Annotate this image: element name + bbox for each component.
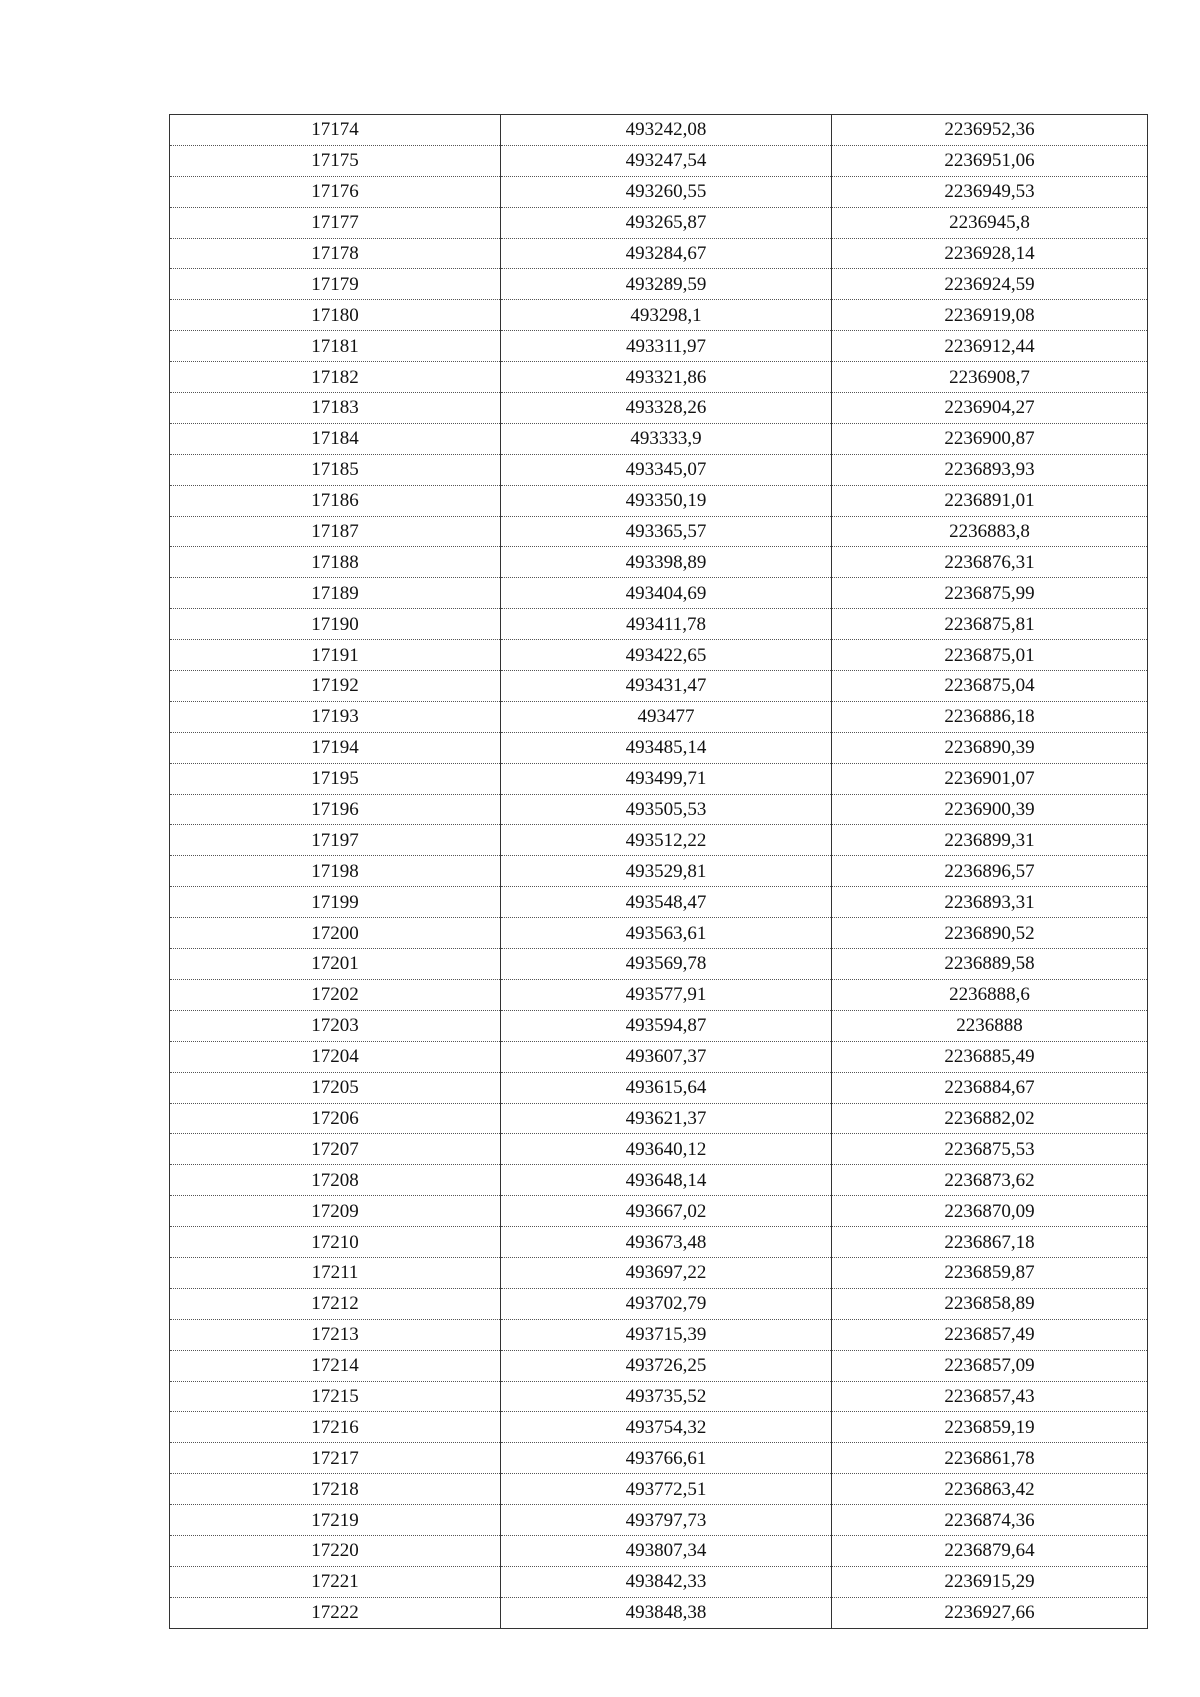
x-coordinate-cell: 493404,69 [501, 578, 832, 609]
y-coordinate-cell: 2236888 [832, 1010, 1148, 1041]
x-coordinate-cell: 493772,51 [501, 1474, 832, 1505]
point-number-cell: 17196 [170, 794, 501, 825]
table-row [170, 1381, 1148, 1412]
y-coordinate-cell: 2236890,52 [832, 918, 1148, 949]
point-number-cell: 17193 [170, 701, 501, 732]
point-number-cell: 17207 [170, 1134, 501, 1165]
point-number-cell: 17209 [170, 1196, 501, 1227]
point-number-cell: 17204 [170, 1041, 501, 1072]
table-row [170, 145, 1148, 176]
y-coordinate-cell: 2236899,31 [832, 825, 1148, 856]
table-row [170, 485, 1148, 516]
x-coordinate-cell: 493569,78 [501, 949, 832, 980]
point-number-cell: 17175 [170, 145, 501, 176]
x-coordinate-cell: 493477 [501, 701, 832, 732]
x-coordinate-cell: 493242,08 [501, 115, 832, 146]
coordinates-table [169, 114, 1148, 1629]
x-coordinate-cell: 493848,38 [501, 1597, 832, 1628]
x-coordinate-cell: 493548,47 [501, 887, 832, 918]
y-coordinate-cell: 2236873,62 [832, 1165, 1148, 1196]
x-coordinate-cell: 493265,87 [501, 207, 832, 238]
point-number-cell: 17216 [170, 1412, 501, 1443]
y-coordinate-cell: 2236890,39 [832, 732, 1148, 763]
y-coordinate-cell: 2236876,31 [832, 547, 1148, 578]
x-coordinate-cell: 493735,52 [501, 1381, 832, 1412]
x-coordinate-cell: 493422,65 [501, 640, 832, 671]
table-row [170, 547, 1148, 578]
table-row [170, 115, 1148, 146]
x-coordinate-cell: 493697,22 [501, 1257, 832, 1288]
table-row [170, 671, 1148, 702]
point-number-cell: 17220 [170, 1535, 501, 1566]
y-coordinate-cell: 2236875,04 [832, 671, 1148, 702]
table-row [170, 1165, 1148, 1196]
table-row [170, 238, 1148, 269]
point-number-cell: 17203 [170, 1010, 501, 1041]
point-number-cell: 17217 [170, 1443, 501, 1474]
x-coordinate-cell: 493345,07 [501, 454, 832, 485]
y-coordinate-cell: 2236900,39 [832, 794, 1148, 825]
y-coordinate-cell: 2236867,18 [832, 1227, 1148, 1258]
table-row [170, 1535, 1148, 1566]
table-row [170, 423, 1148, 454]
y-coordinate-cell: 2236875,99 [832, 578, 1148, 609]
point-number-cell: 17188 [170, 547, 501, 578]
x-coordinate-cell: 493673,48 [501, 1227, 832, 1258]
point-number-cell: 17182 [170, 362, 501, 393]
point-number-cell: 17177 [170, 207, 501, 238]
x-coordinate-cell: 493577,91 [501, 979, 832, 1010]
point-number-cell: 17186 [170, 485, 501, 516]
table-row [170, 949, 1148, 980]
point-number-cell: 17180 [170, 300, 501, 331]
y-coordinate-cell: 2236896,57 [832, 856, 1148, 887]
point-number-cell: 17192 [170, 671, 501, 702]
y-coordinate-cell: 2236889,58 [832, 949, 1148, 980]
point-number-cell: 17212 [170, 1288, 501, 1319]
y-coordinate-cell: 2236919,08 [832, 300, 1148, 331]
x-coordinate-cell: 493807,34 [501, 1535, 832, 1566]
table-row [170, 1041, 1148, 1072]
point-number-cell: 17206 [170, 1103, 501, 1134]
y-coordinate-cell: 2236951,06 [832, 145, 1148, 176]
y-coordinate-cell: 2236893,31 [832, 887, 1148, 918]
x-coordinate-cell: 493615,64 [501, 1072, 832, 1103]
y-coordinate-cell: 2236859,19 [832, 1412, 1148, 1443]
y-coordinate-cell: 2236861,78 [832, 1443, 1148, 1474]
table-row [170, 794, 1148, 825]
y-coordinate-cell: 2236875,53 [832, 1134, 1148, 1165]
x-coordinate-cell: 493260,55 [501, 176, 832, 207]
point-number-cell: 17201 [170, 949, 501, 980]
x-coordinate-cell: 493766,61 [501, 1443, 832, 1474]
table-row [170, 1412, 1148, 1443]
y-coordinate-cell: 2236858,89 [832, 1288, 1148, 1319]
x-coordinate-cell: 493333,9 [501, 423, 832, 454]
table-row [170, 979, 1148, 1010]
point-number-cell: 17222 [170, 1597, 501, 1628]
x-coordinate-cell: 493563,61 [501, 918, 832, 949]
y-coordinate-cell: 2236912,44 [832, 331, 1148, 362]
table-row [170, 1257, 1148, 1288]
table-row [170, 207, 1148, 238]
table-row [170, 640, 1148, 671]
point-number-cell: 17179 [170, 269, 501, 300]
y-coordinate-cell: 2236915,29 [832, 1566, 1148, 1597]
y-coordinate-cell: 2236908,7 [832, 362, 1148, 393]
table-row [170, 1072, 1148, 1103]
table-row [170, 269, 1148, 300]
table-row [170, 1196, 1148, 1227]
table-row [170, 1288, 1148, 1319]
point-number-cell: 17184 [170, 423, 501, 454]
x-coordinate-cell: 493754,32 [501, 1412, 832, 1443]
point-number-cell: 17176 [170, 176, 501, 207]
point-number-cell: 17178 [170, 238, 501, 269]
y-coordinate-cell: 2236884,67 [832, 1072, 1148, 1103]
point-number-cell: 17214 [170, 1350, 501, 1381]
x-coordinate-cell: 493298,1 [501, 300, 832, 331]
x-coordinate-cell: 493667,02 [501, 1196, 832, 1227]
x-coordinate-cell: 493702,79 [501, 1288, 832, 1319]
table-row [170, 701, 1148, 732]
table-row [170, 1350, 1148, 1381]
y-coordinate-cell: 2236900,87 [832, 423, 1148, 454]
point-number-cell: 17181 [170, 331, 501, 362]
y-coordinate-cell: 2236928,14 [832, 238, 1148, 269]
table-row [170, 176, 1148, 207]
y-coordinate-cell: 2236924,59 [832, 269, 1148, 300]
y-coordinate-cell: 2236882,02 [832, 1103, 1148, 1134]
table-row [170, 578, 1148, 609]
point-number-cell: 17202 [170, 979, 501, 1010]
y-coordinate-cell: 2236891,01 [832, 485, 1148, 516]
point-number-cell: 17221 [170, 1566, 501, 1597]
x-coordinate-cell: 493431,47 [501, 671, 832, 702]
x-coordinate-cell: 493842,33 [501, 1566, 832, 1597]
x-coordinate-cell: 493350,19 [501, 485, 832, 516]
y-coordinate-cell: 2236952,36 [832, 115, 1148, 146]
x-coordinate-cell: 493284,67 [501, 238, 832, 269]
x-coordinate-cell: 493247,54 [501, 145, 832, 176]
point-number-cell: 17210 [170, 1227, 501, 1258]
table-row [170, 1474, 1148, 1505]
y-coordinate-cell: 2236863,42 [832, 1474, 1148, 1505]
point-number-cell: 17213 [170, 1319, 501, 1350]
table-row [170, 887, 1148, 918]
point-number-cell: 17185 [170, 454, 501, 485]
x-coordinate-cell: 493797,73 [501, 1505, 832, 1536]
x-coordinate-cell: 493311,97 [501, 331, 832, 362]
y-coordinate-cell: 2236888,6 [832, 979, 1148, 1010]
table-row [170, 1319, 1148, 1350]
table-row [170, 856, 1148, 887]
x-coordinate-cell: 493529,81 [501, 856, 832, 887]
point-number-cell: 17187 [170, 516, 501, 547]
y-coordinate-cell: 2236874,36 [832, 1505, 1148, 1536]
point-number-cell: 17195 [170, 763, 501, 794]
y-coordinate-cell: 2236875,01 [832, 640, 1148, 671]
point-number-cell: 17194 [170, 732, 501, 763]
point-number-cell: 17219 [170, 1505, 501, 1536]
x-coordinate-cell: 493365,57 [501, 516, 832, 547]
point-number-cell: 17191 [170, 640, 501, 671]
table-row [170, 1103, 1148, 1134]
table-row [170, 1227, 1148, 1258]
point-number-cell: 17218 [170, 1474, 501, 1505]
table-row [170, 1566, 1148, 1597]
y-coordinate-cell: 2236901,07 [832, 763, 1148, 794]
y-coordinate-cell: 2236893,93 [832, 454, 1148, 485]
point-number-cell: 17189 [170, 578, 501, 609]
table-row [170, 609, 1148, 640]
x-coordinate-cell: 493321,86 [501, 362, 832, 393]
table-row [170, 393, 1148, 424]
point-number-cell: 17199 [170, 887, 501, 918]
x-coordinate-cell: 493648,14 [501, 1165, 832, 1196]
x-coordinate-cell: 493594,87 [501, 1010, 832, 1041]
table-row [170, 763, 1148, 794]
y-coordinate-cell: 2236870,09 [832, 1196, 1148, 1227]
x-coordinate-cell: 493505,53 [501, 794, 832, 825]
y-coordinate-cell: 2236885,49 [832, 1041, 1148, 1072]
point-number-cell: 17211 [170, 1257, 501, 1288]
x-coordinate-cell: 493328,26 [501, 393, 832, 424]
x-coordinate-cell: 493726,25 [501, 1350, 832, 1381]
y-coordinate-cell: 2236859,87 [832, 1257, 1148, 1288]
table-row [170, 1134, 1148, 1165]
y-coordinate-cell: 2236904,27 [832, 393, 1148, 424]
point-number-cell: 17205 [170, 1072, 501, 1103]
point-number-cell: 17174 [170, 115, 501, 146]
table-row [170, 331, 1148, 362]
x-coordinate-cell: 493607,37 [501, 1041, 832, 1072]
point-number-cell: 17183 [170, 393, 501, 424]
table-row [170, 1010, 1148, 1041]
point-number-cell: 17215 [170, 1381, 501, 1412]
y-coordinate-cell: 2236886,18 [832, 701, 1148, 732]
point-number-cell: 17198 [170, 856, 501, 887]
y-coordinate-cell: 2236879,64 [832, 1535, 1148, 1566]
y-coordinate-cell: 2236949,53 [832, 176, 1148, 207]
y-coordinate-cell: 2236857,43 [832, 1381, 1148, 1412]
table-row [170, 1443, 1148, 1474]
y-coordinate-cell: 2236945,8 [832, 207, 1148, 238]
table-row [170, 516, 1148, 547]
x-coordinate-cell: 493411,78 [501, 609, 832, 640]
table-row [170, 300, 1148, 331]
table-row [170, 1597, 1148, 1628]
point-number-cell: 17200 [170, 918, 501, 949]
point-number-cell: 17190 [170, 609, 501, 640]
y-coordinate-cell: 2236927,66 [832, 1597, 1148, 1628]
y-coordinate-cell: 2236883,8 [832, 516, 1148, 547]
x-coordinate-cell: 493398,89 [501, 547, 832, 578]
point-number-cell: 17208 [170, 1165, 501, 1196]
x-coordinate-cell: 493621,37 [501, 1103, 832, 1134]
table-row [170, 362, 1148, 393]
table-row [170, 1505, 1148, 1536]
coordinates-table-body [170, 115, 1148, 1629]
x-coordinate-cell: 493499,71 [501, 763, 832, 794]
x-coordinate-cell: 493485,14 [501, 732, 832, 763]
point-number-cell: 17197 [170, 825, 501, 856]
x-coordinate-cell: 493715,39 [501, 1319, 832, 1350]
x-coordinate-cell: 493640,12 [501, 1134, 832, 1165]
table-row [170, 918, 1148, 949]
y-coordinate-cell: 2236857,09 [832, 1350, 1148, 1381]
x-coordinate-cell: 493512,22 [501, 825, 832, 856]
table-row [170, 454, 1148, 485]
y-coordinate-cell: 2236875,81 [832, 609, 1148, 640]
x-coordinate-cell: 493289,59 [501, 269, 832, 300]
table-row [170, 732, 1148, 763]
y-coordinate-cell: 2236857,49 [832, 1319, 1148, 1350]
table-row [170, 825, 1148, 856]
